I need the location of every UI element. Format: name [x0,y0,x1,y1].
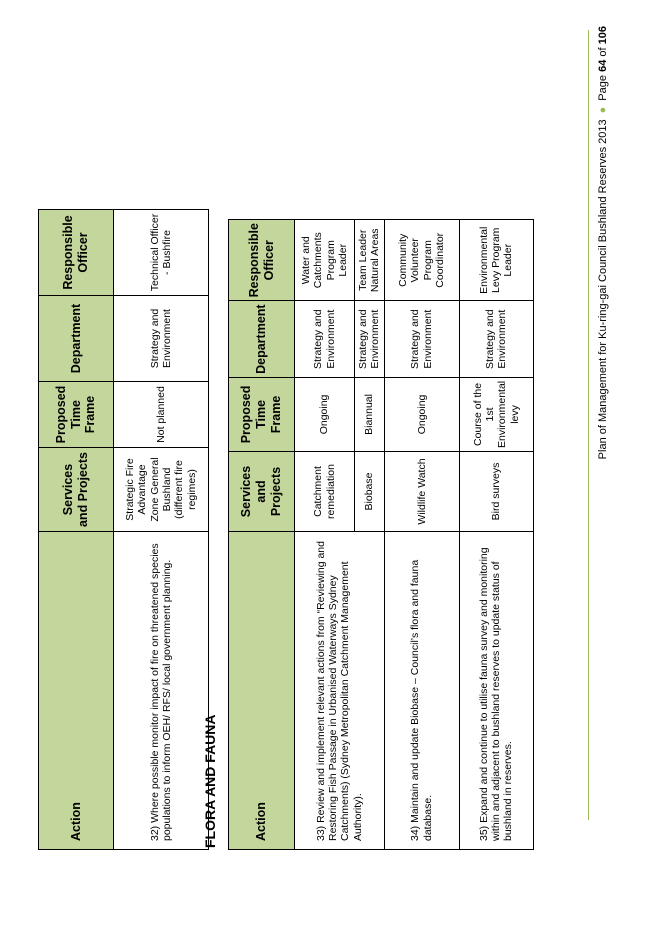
table-header-row [39,210,114,850]
time-frame-cell: Ongoing [295,377,355,451]
table-row [384,220,459,850]
officer-cell: Community Volunteer Program Coordinator [384,220,459,301]
department-cell: Strategy and Environment [114,296,209,382]
action-cell: 34) Maintain and update Biobase – Council’s flora and fauna database. [384,532,459,850]
services-cell: Bird surveys [459,452,533,532]
table-row [114,210,209,850]
document-title: Plan of Management for Ku-ring-gai Council Bushland Reserves 2013 [597,119,609,460]
services-cell: Wildlife Watch [384,452,459,532]
time-frame-cell: Not planned [114,382,209,448]
header-action: Action [39,532,114,850]
services-cell: Biobase [355,452,385,532]
header-services: Services and Projects [229,452,295,532]
page-footer [597,26,609,546]
header-officer: Responsible Officer [39,210,114,296]
page-number: 64 [597,59,609,72]
officer-cell: Water and Catchments Program Leader [295,220,355,301]
table-row [459,220,533,850]
officer-cell: Team Leader Natural Areas [355,220,385,301]
table-header-row [229,220,295,850]
header-time-frame: Proposed Time Frame [39,382,114,448]
time-frame-cell: Biannual [355,377,385,451]
page-of: of [597,47,609,57]
department-cell: Strategy and Environment [295,301,355,377]
flora-fauna-table [228,219,534,850]
bullet-separator-icon: ● [597,106,609,114]
action-cell: 32) Where possible monitor impact of fire on threatened species populations to inform OEH/ RFS/ local government planning. [114,532,209,850]
action-cell: 33) Review and implement relevant actions from “Reviewing and Restoring Fish Passage in Urbanised Waterways Sydney Catchments) (Sydney Metropolitan Catchment Management Authority). [295,532,385,850]
header-department: Department [229,301,295,377]
header-services: Services and Projects [39,448,114,532]
table-row [295,220,355,850]
department-cell: Strategy and Environment [384,301,459,377]
time-frame-cell: Ongoing [384,377,459,451]
action-cell: 35) Expand and continue to utilise fauna survey and monitoring within and adjacent to bushland reserves to update status of bushland in reserves. [459,532,533,850]
services-cell: Catchment remediation [295,452,355,532]
time-frame-cell: Course of the 1st Environmental levy [459,377,533,451]
section-heading: FLORA AND FAUNA [202,714,218,848]
page-prefix: Page [597,74,609,101]
header-department: Department [39,296,114,382]
footer-rule [588,30,589,820]
fire-actions-table [38,209,209,850]
header-officer: Responsible Officer [229,220,295,301]
header-action: Action [229,532,295,850]
department-cell: Strategy and Environment [459,301,533,377]
page-total: 106 [597,26,609,45]
header-time-frame: Proposed Time Frame [229,377,295,451]
services-cell: Strategic Fire Advantage Zone General Bushland (different fire regimes) [114,448,209,532]
officer-cell: Environmental Levy Program Leader [459,220,533,301]
department-cell: Strategy and Environment [355,301,385,377]
officer-cell: Technical Officer - Bushfire [114,210,209,296]
